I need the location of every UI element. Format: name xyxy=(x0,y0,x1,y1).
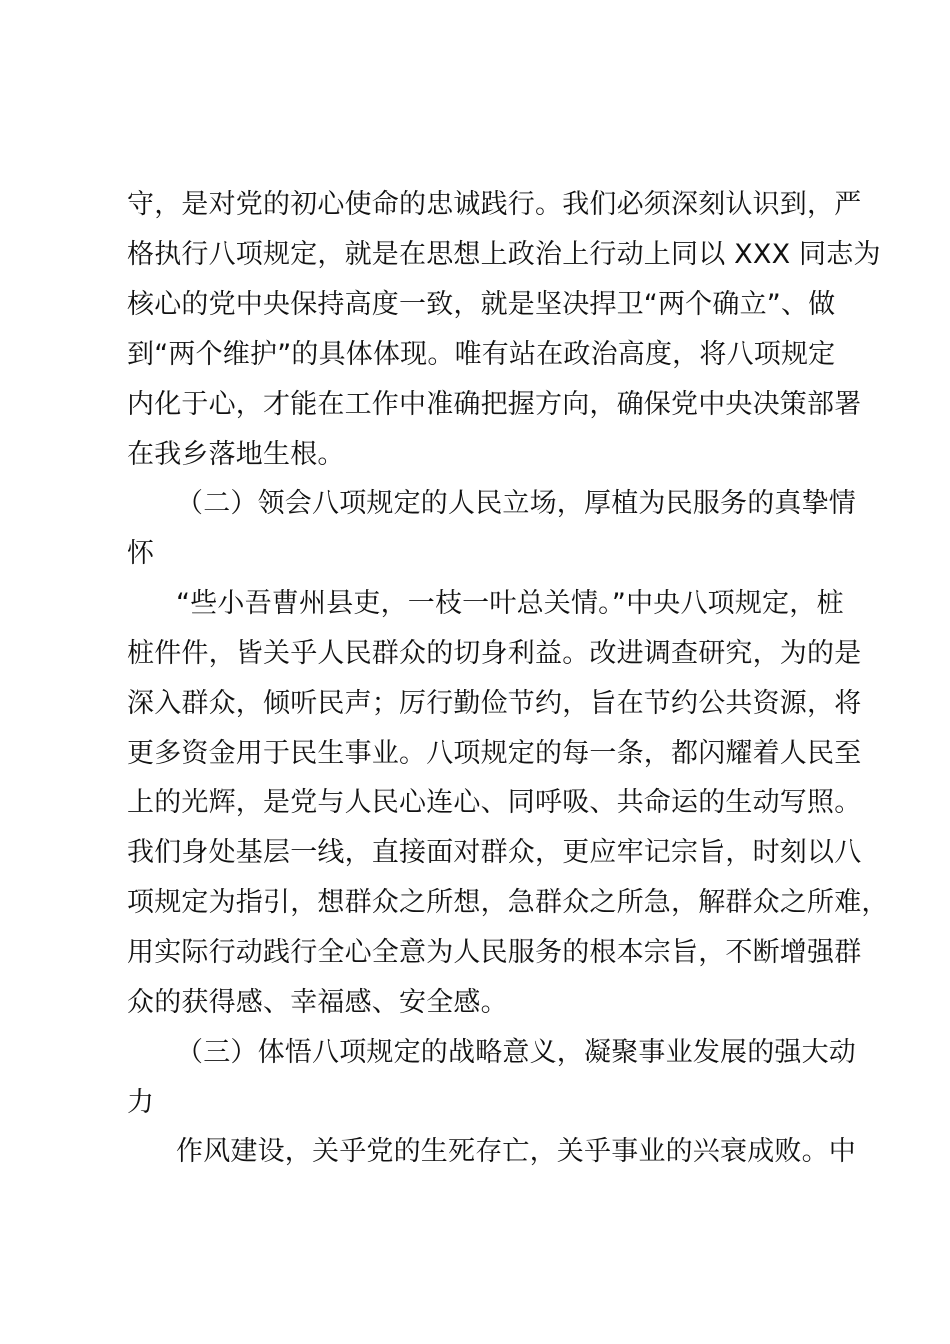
text-line: 深入群众，倾听民声；厉行勤俭节约，旨在节约公共资源，将 xyxy=(127,688,862,719)
text-line: 核心的党中央保持高度一致，就是坚决捍卫“两个确立”、做 xyxy=(127,289,836,320)
text-line: 作风建设，关乎党的生死存亡，关乎事业的兴衰成败。中 xyxy=(176,1136,856,1167)
text-line: 格执行八项规定，就是在思想上政治上行动上同以 XXX 同志为 xyxy=(127,239,881,270)
text-line: 用实际行动践行全心全意为人民服务的根本宗旨，不断增强群 xyxy=(127,937,862,968)
section-heading: （三）体悟八项规定的战略意义，凝聚事业发展的强大动 xyxy=(176,1037,856,1068)
text-line: 更多资金用于民生事业。八项规定的每一条，都闪耀着人民至 xyxy=(127,738,862,769)
text-line: 我们身处基层一线，直接面对群众，更应牢记宗旨，时刻以八 xyxy=(127,837,862,868)
section-heading-continuation: 力 xyxy=(127,1087,155,1118)
text-line: 到“两个维护”的具体体现。唯有站在政治高度，将八项规定 xyxy=(127,339,836,370)
text-line: 守，是对党的初心使命的忠诚践行。我们必须深刻认识到，严 xyxy=(127,189,862,220)
text-line: 上的光辉，是党与人民心连心、同呼吸、共命运的生动写照。 xyxy=(127,787,862,818)
text-line: 项规定为指引，想群众之所想，急群众之所急，解群众之所难， xyxy=(127,887,889,918)
text-line: 内化于心，才能在工作中准确把握方向，确保党中央决策部署 xyxy=(127,389,862,420)
section-heading-continuation: 怀 xyxy=(127,538,155,569)
text-line: 众的获得感、幸福感、安全感。 xyxy=(127,987,508,1018)
section-heading: （二）领会八项规定的人民立场，厚植为民服务的真挚情 xyxy=(176,488,856,519)
text-line: 在我乡落地生根。 xyxy=(127,439,345,470)
text-line: 桩件件，皆关乎人民群众的切身利益。改进调查研究，为的是 xyxy=(127,638,862,669)
text-line: “些小吾曹州县吏，一枝一叶总关情。”中央八项规定，桩 xyxy=(176,588,844,619)
